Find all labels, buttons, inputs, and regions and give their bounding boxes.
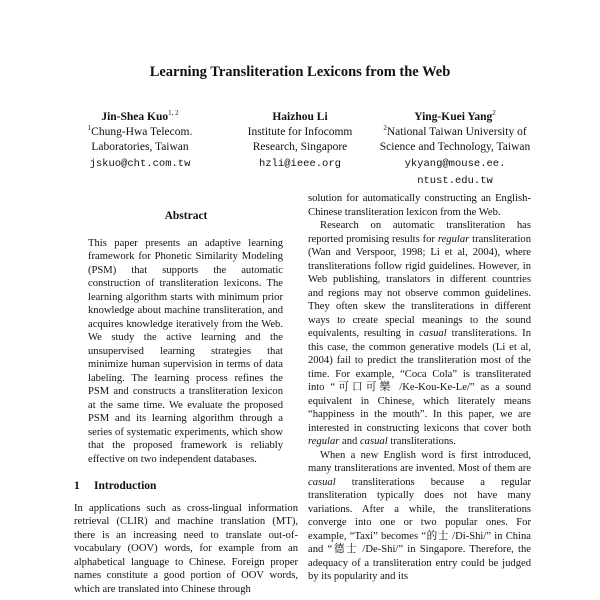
author-email: ykyang@mouse.ee. <box>404 158 506 170</box>
author-superscript: 2 <box>492 109 496 118</box>
left-column <box>74 210 298 596</box>
section-heading-introduction: 1 Introduction <box>74 480 157 492</box>
author-block-1 <box>60 110 220 172</box>
author-affiliation: $^1$Chung-Hwa Telecom. <box>87 124 193 138</box>
affiliation-superscript: 1 <box>87 124 92 133</box>
author-affiliation-line2: Science and Technology, Taiwan <box>379 141 531 153</box>
right-column <box>308 192 531 584</box>
author-superscript: 1, 2 <box>168 109 179 118</box>
abstract-heading: Abstract <box>164 210 208 222</box>
author-email: hzli@ieee.org <box>259 158 341 170</box>
author-name: Ying-Kuei Yang$^2$ <box>414 109 496 123</box>
author-email-line2: ntust.edu.tw <box>417 175 493 187</box>
author-affiliation-line2: Laboratories, Taiwan <box>91 141 189 153</box>
intro-paragraph: In applications such as cross-lingual information retrieval (CLIR) and machine translation (MT), there is an increasing need to translate out-of-vocabulary (OOV) words, for example from an alphabetical language to Chinese. Foreign proper names constitute a good portion of OOV words, which are translated into Chinese through <box>74 502 298 595</box>
abstract-text: This paper presents an adaptive learning framework for Phonetic Similarity Modeling (PSM) that supports the automatic construction of transliteration lexicons. The learning algorithm starts with minimum prior knowledge about machine transliteration, and acquires knowledge iteratively from the Web. We study the active learning and the unsupervised learning strategies that minimize human supervision in terms of data labeling. The learning process refines the PSM and constructs a transliteration lexicon at the same time. We evaluate the proposed PSM and its learning algorithm through a series of systematic experiments, which show that the proposed framework is reliably effective on two independent databases. <box>88 237 283 465</box>
author-affiliation: $^2$National Taiwan University of <box>383 124 527 138</box>
author-name: Haizhou Li <box>272 111 328 123</box>
author-name: Jin-Shea Kuo$^{1, 2}$ <box>101 109 179 123</box>
right-paragraph-1: Research on automatic transliteration has reported promising results for regular transliteration (Wan and Verspoor, 1998; Li et al, 2004), where transliterations follow rigid guidelines. However, in Web publishing, translators in different countries and regions may not observe common guidelines. They often skew the transliterations in different ways to create special meanings to the sound equivalents, resulting in casual transliterations. In this case, the common generative models (Li et al, 2004) fail to predict the transliteration most of the time. For example, “Coca Cola” is transliterated into “可口可樂 /Ke-Kou-Ke-Le/” as a sound equivalent in Chinese, which literately means “happiness in the mouth”. In this paper, we are interested in constructing lexicons that cover both regular and casual transliterations. <box>308 220 531 447</box>
right-paragraph-2: When a new English word is first introduced, many transliterations are invented. Most of them are casual transliterations because a regular transliteration typically does not have many variations. After a while, the transliterations converge into one or two popular ones. For example, “Taxi” becomes “的士 /Di-Shi/” in China and “德士 /De-Shi/” in Singapore. Therefore, the adequacy of a transliteration entry could be judged by its popularity and its <box>308 449 531 582</box>
author-affiliation-line2: Research, Singapore <box>252 141 348 153</box>
author-affiliation: Institute for Infocomm <box>247 126 353 138</box>
affiliation-superscript: 2 <box>383 124 387 133</box>
paper-title: Learning Transliteration Lexicons from the Web <box>149 64 451 80</box>
right-paragraph-0: solution for automatically constructing an English-Chinese transliteration lexicon from the Web. <box>308 193 531 218</box>
author-email: jskuo@cht.com.tw <box>89 158 191 170</box>
author-block-3 <box>355 110 555 189</box>
